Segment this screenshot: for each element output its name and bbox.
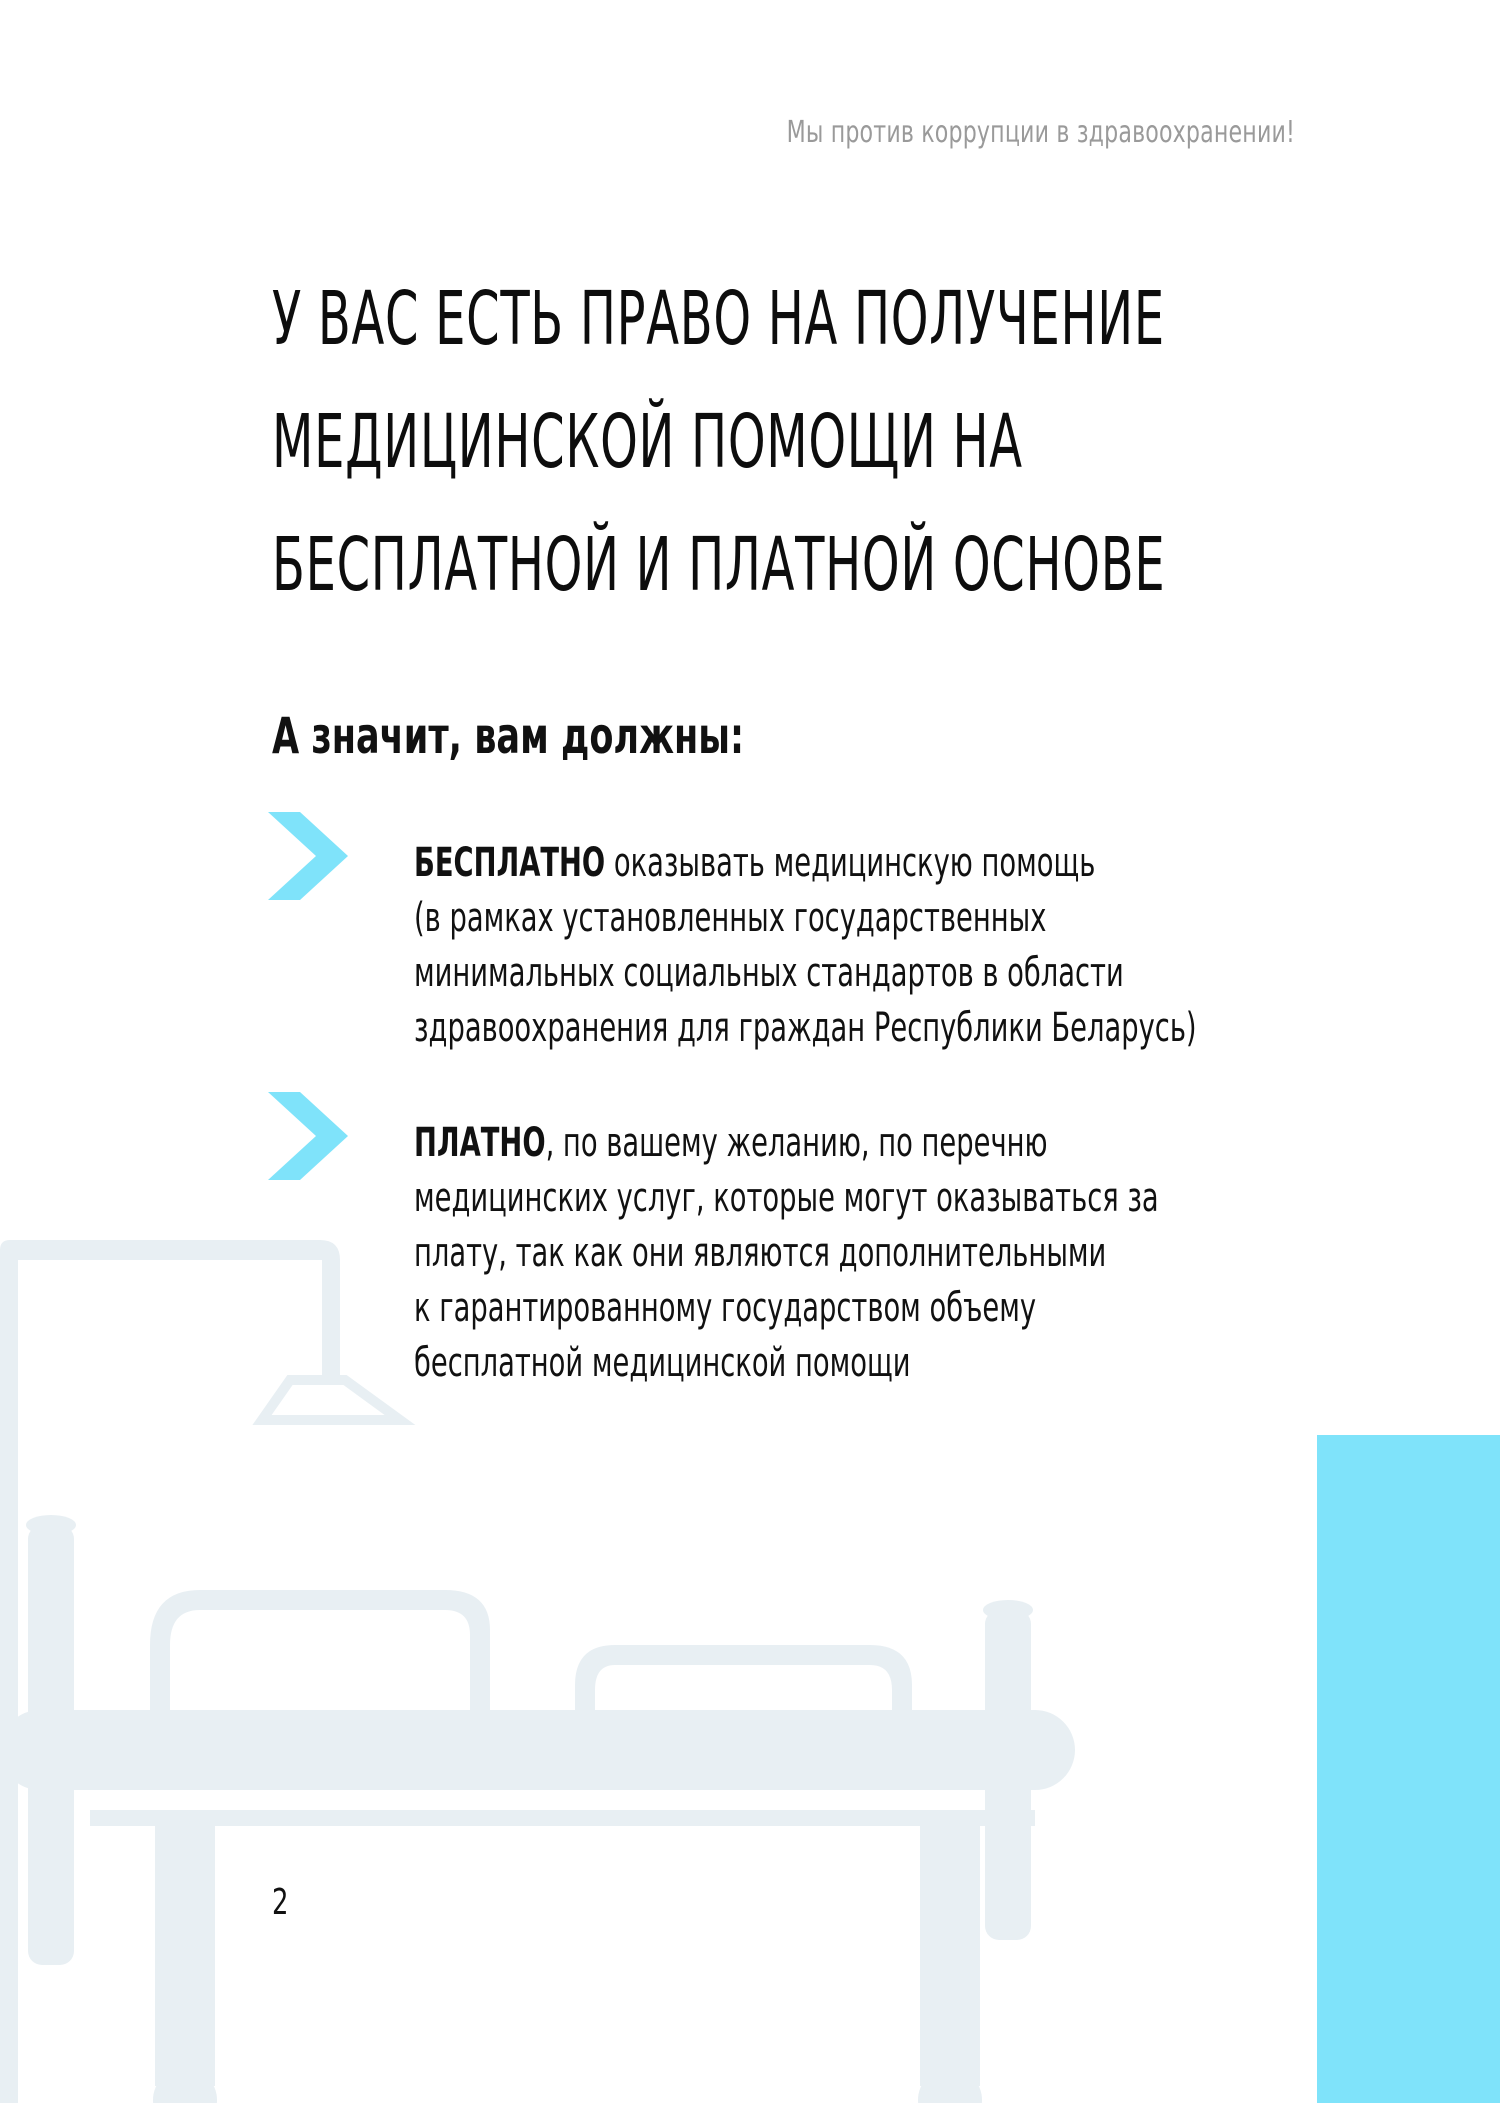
list-item-line: к гарантированному государством объему bbox=[414, 1285, 1037, 1331]
list-item-keyword: БЕСПЛАТНО bbox=[414, 840, 606, 886]
list-item-first-line-rest: , по вашему желанию, по перечню bbox=[545, 1120, 1048, 1166]
page-title-line: БЕСПЛАТНОЙ И ПЛАТНОЙ ОСНОВЕ bbox=[272, 522, 1166, 608]
list-item-line: медицинских услуг, которые могут оказываться за bbox=[414, 1175, 1159, 1221]
list-item-line: здравоохранения для граждан Республики Беларусь) bbox=[414, 1005, 1197, 1051]
chevron-right-icon bbox=[266, 1090, 350, 1182]
page-title bbox=[272, 258, 1165, 627]
list-item-first-line bbox=[414, 836, 1197, 891]
accent-bar bbox=[1317, 1435, 1500, 2103]
list-item-line: плату, так как они являются дополнительными bbox=[414, 1230, 1107, 1276]
list-item-line: бесплатной медицинской помощи bbox=[414, 1340, 911, 1386]
chevron-right-icon bbox=[266, 810, 350, 902]
list-item-line: минимальных социальных стандартов в области bbox=[414, 950, 1124, 996]
list-item-line: (в рамках установленных государственных bbox=[414, 895, 1047, 941]
page-title-line: МЕДИЦИНСКОЙ ПОМОЩИ НА bbox=[272, 399, 1023, 485]
page-number: 2 bbox=[272, 1882, 289, 1923]
list-item-text bbox=[414, 1116, 1159, 1391]
list-item-text bbox=[414, 836, 1197, 1056]
page-title-line: У ВАС ЕСТЬ ПРАВО НА ПОЛУЧЕНИЕ bbox=[272, 276, 1165, 362]
header-tagline: Мы против коррупции в здравоохранении! bbox=[786, 115, 1295, 150]
list-item-first-line-rest: оказывать медицинскую помощь bbox=[605, 840, 1096, 886]
subheading: А значит, вам должны: bbox=[272, 707, 745, 765]
list-item-first-line bbox=[414, 1116, 1159, 1171]
list-item-keyword: ПЛАТНО bbox=[414, 1120, 546, 1166]
